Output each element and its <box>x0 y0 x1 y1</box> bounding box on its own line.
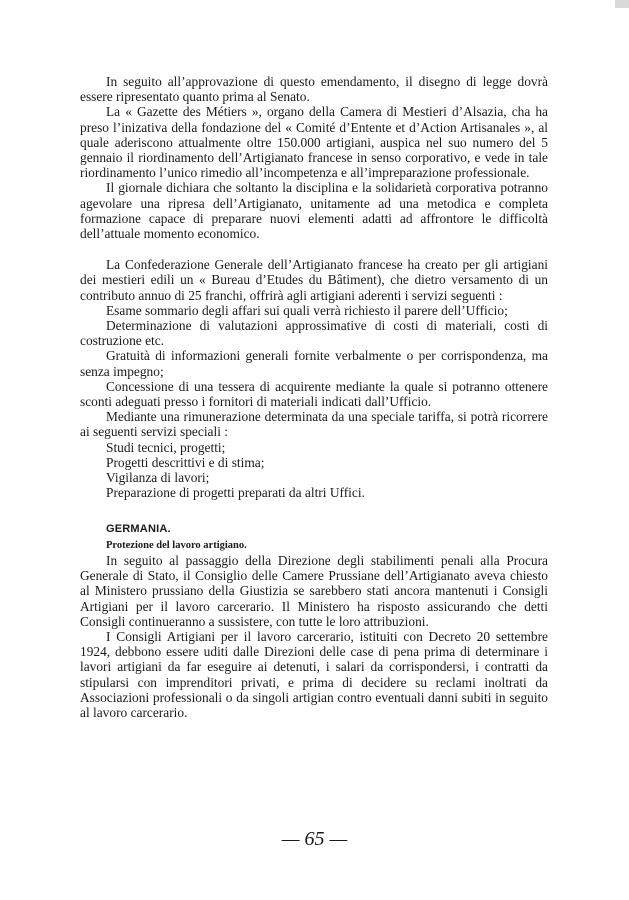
paragraph-gazette: La « Gazette des Métiers », organo della Camera di Mestieri d’Alsazia, cha ha preso l’inizativa della fondazione del « Comité d’Entente et d’Action Artisanales », al quale aderiscono attualmente oltre 150.000 artigiani, auspica nel suo numero del 5 gennaio il riordinamento dell’Artigianato francese in senso corporativo, e vede in tale riordinamento l’unico rimedio all’incompetenza e all’impreparazione professionale. <box>80 104 548 181</box>
list-item-special-4: Preparazione di progetti preparati da altri Uffici. <box>106 485 365 501</box>
paragraph-discipline: Il giornale dichiara che soltanto la disciplina e la solidarietà corporativa potranno agevolare una ripresa dell’Artigianato, unitamente ad una metodica e completa formazione capace di preparare nuovi elementi adatti ad affrontore le difficoltà dell’attuale momento economico. <box>80 180 548 242</box>
list-item-special-3: Vigilanza di lavori; <box>106 470 210 486</box>
list-item-special-1: Studi tecnici, progetti; <box>106 439 226 455</box>
paragraph-confederation: La Confederazione Generale dell’Artigianato francese ha creato per gli artigiani dei mestieri edili un « Bureau d’Etudes du Bâtiment), che dietro versamento di un contributo annuo di 25 franchi, offrirà agli artigiani aderenti i servizi seguenti : <box>80 257 548 303</box>
scan-corner-mark <box>615 0 629 8</box>
list-item-service-4: Concessione di una tessera di acquirente mediante la quale si potranno ottenere sconti adeguati presso i fornitori di materiali indicati dall’Ufficio. <box>80 378 548 410</box>
paragraph-prison-labour: I Consigli Artigiani per il lavoro carcerario, istituiti con Decreto 20 settembre 1924, debbono essere uditi dalle Direzioni delle case di pena prima di determinare i lavori artigiani da far eseguire ai detenuti, i salari da corrispondersi, i contratti da stipularsi con imprenditori privati, e prima di decidere su reclami inoltrati da Associazioni professionali o da singoli artigian contro eventuali danni subiti in seguito al lavoro carcerario. <box>80 628 548 720</box>
section-title: Protezione del lavoro artigiano. <box>106 539 247 551</box>
list-item-special-2: Progetti descrittivi e di stima; <box>106 454 265 470</box>
paragraph-remuneration: Mediante una rimunerazione determinata da una speciale tariffa, si potrà ricorrere ai seguenti servizi speciali : <box>80 409 548 440</box>
list-item-service-3: Gratuità di informazioni generali fornite verbalmente o per corrispondenza, ma senza impegno; <box>80 348 548 379</box>
list-item-service-1: Esame sommario degli affari sui quali verrà richiesto il parere dell’Ufficio; <box>106 302 508 318</box>
list-item-service-2: Determinazione di valutazioni approssimative di costi di materiali, costi di costruzione etc. <box>80 318 548 349</box>
paragraph-prussian-council: In seguito al passaggio della Direzione degli stabilimenti penali alla Procura Generale di Stato, il Consiglio delle Camere Prussiane dell’Artigianato aveva chiesto al Ministero prussiano della Giustizia se sarebbero stati ancora mantenuti i Consigli Artigiani per il lavoro carcerario. Il Ministero ha risposto assicurando che detti Consigli continueranno a sussistere, con tutte le loro attribuzioni. <box>80 552 548 629</box>
paragraph-amendment: In seguito all’approvazione di questo emendamento, il disegno di legge dovrà essere ripresentato quanto prima al Senato. <box>80 74 548 105</box>
page-number: — 65 — <box>281 828 348 850</box>
page-body <box>80 74 548 720</box>
section-country-heading: GERMANIA. <box>106 523 171 536</box>
